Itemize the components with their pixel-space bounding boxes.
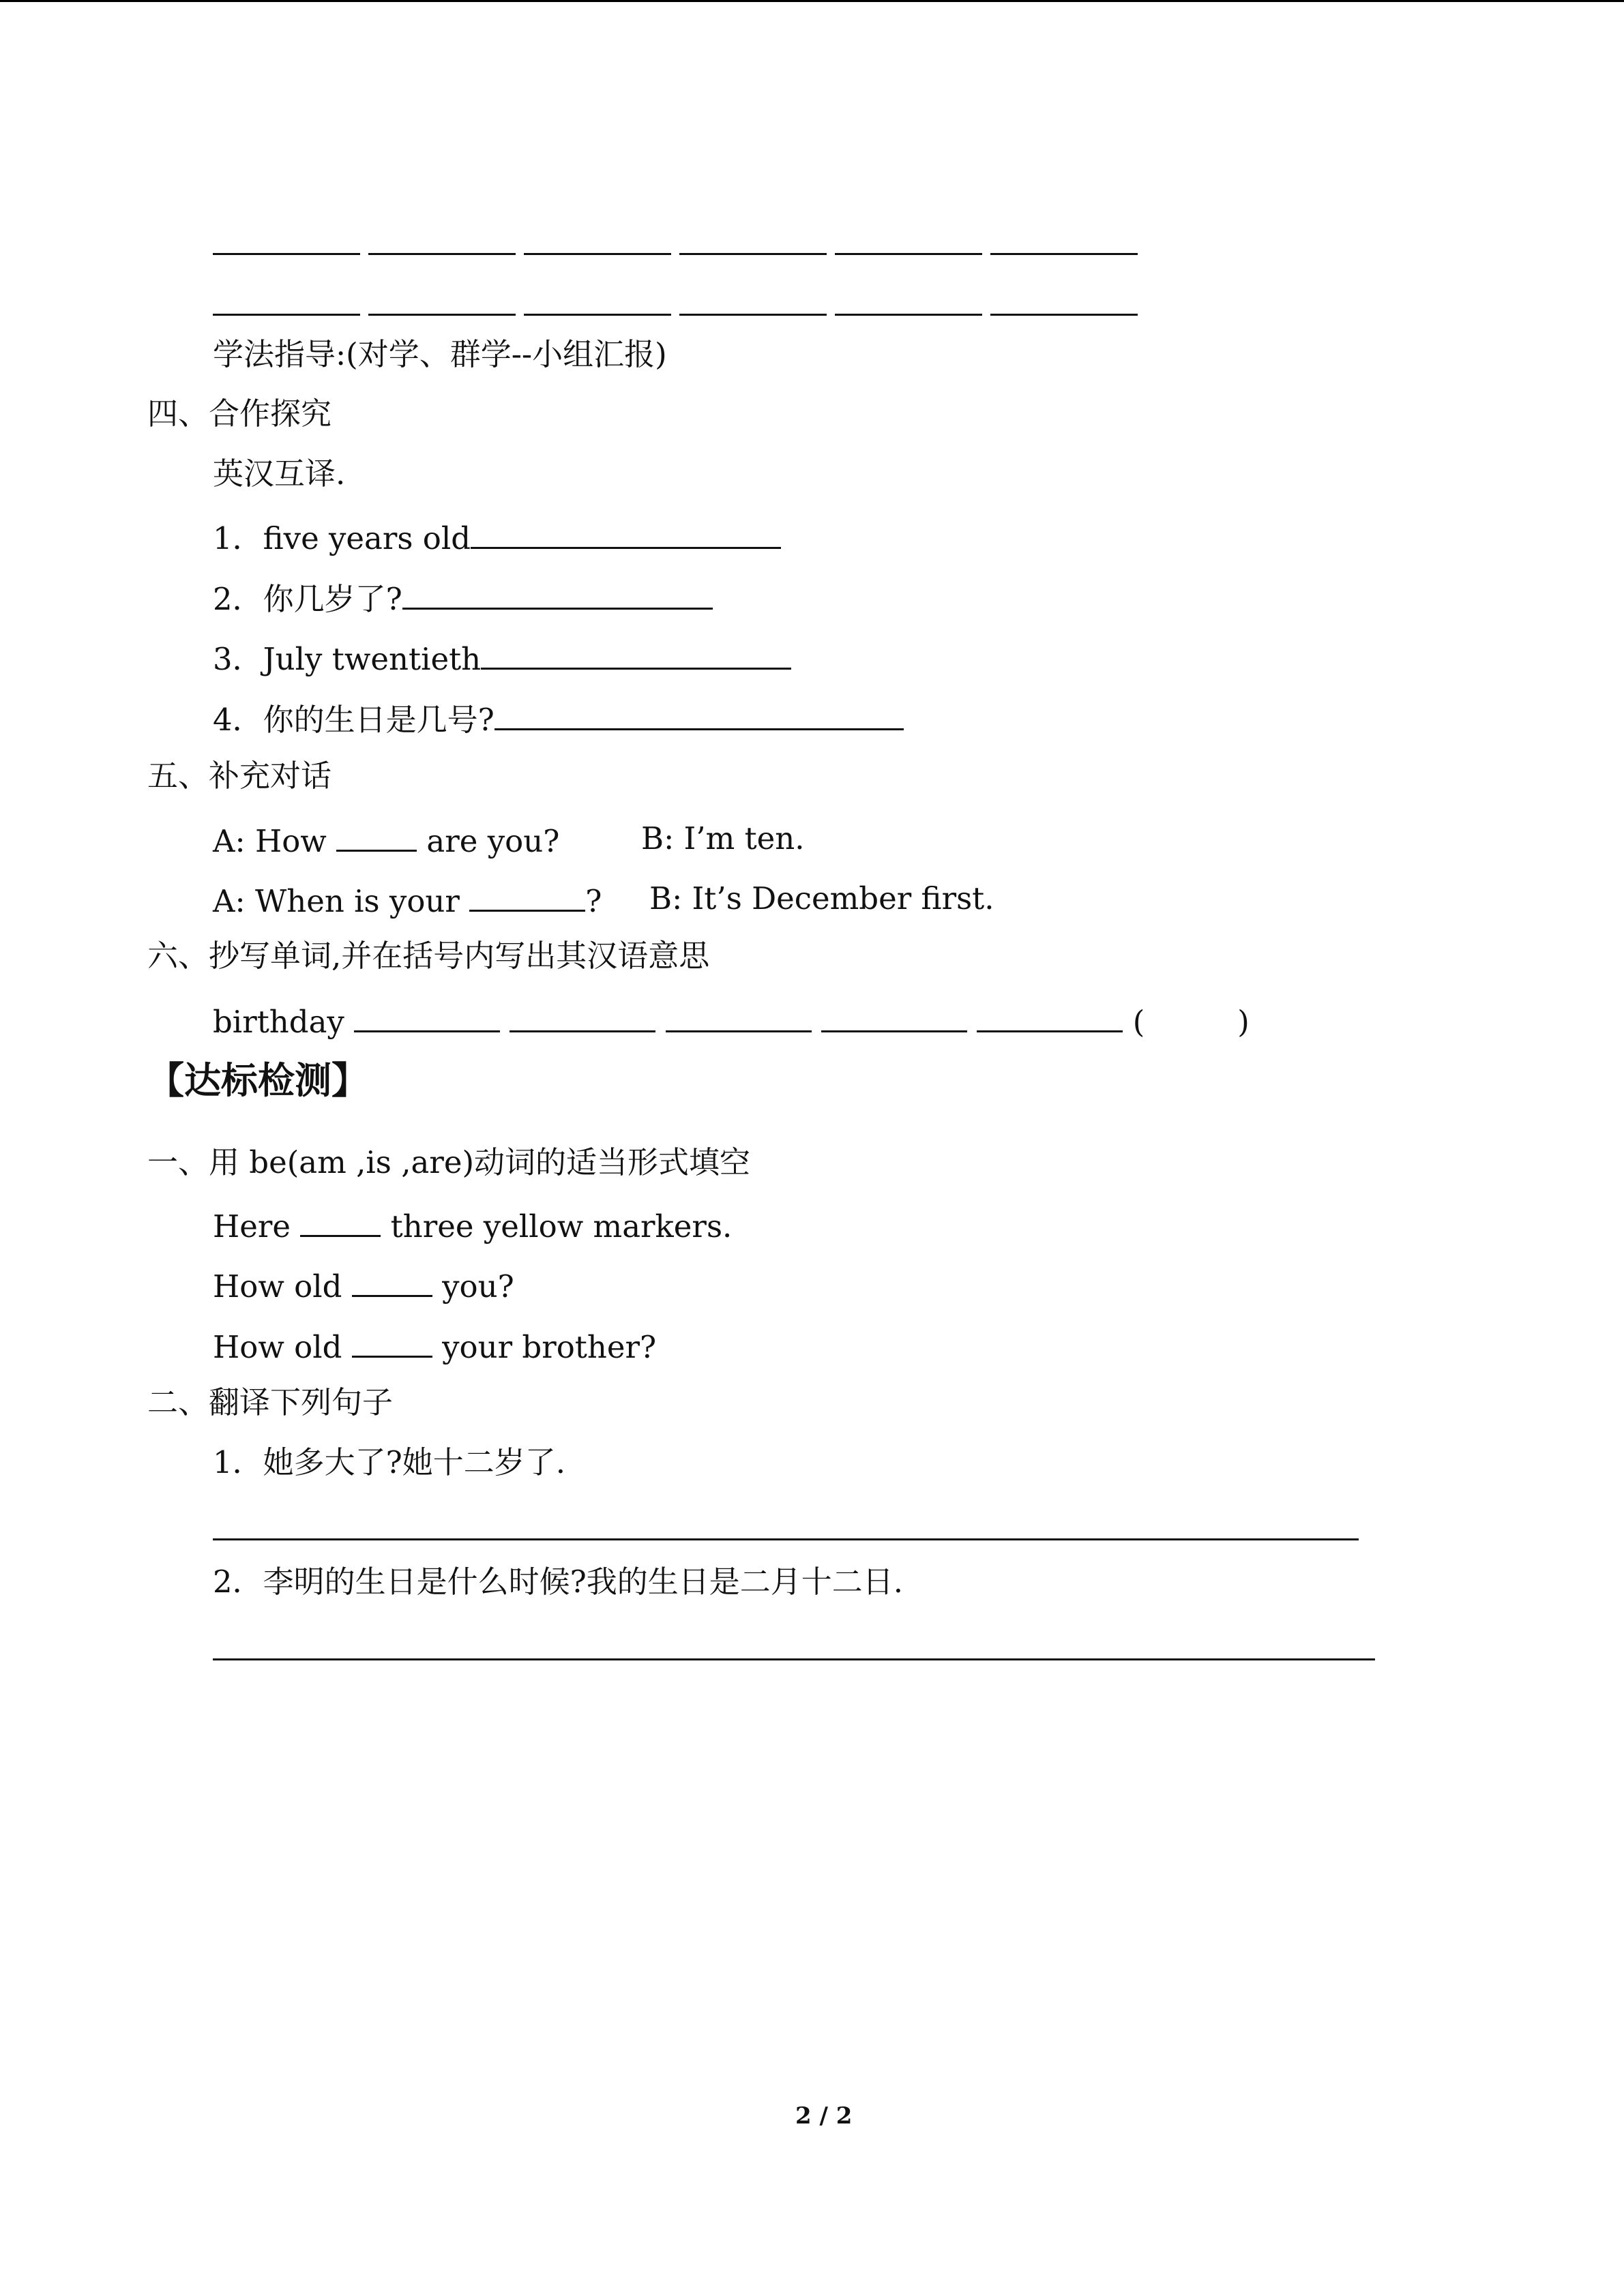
paren-open: ( xyxy=(1132,1004,1145,1040)
fill-3-pre: How old xyxy=(213,1329,352,1365)
translate-item-1-text: 1．five years old xyxy=(213,520,471,556)
fill-item-3 xyxy=(213,1324,656,1368)
dialog-line-1b: B: I’m ten. xyxy=(641,820,805,856)
copy-blank-2[interactable] xyxy=(510,999,655,1032)
fill-blank-1[interactable] xyxy=(300,1204,381,1237)
fill-2-post: you? xyxy=(432,1268,514,1304)
copy-blank-5[interactable] xyxy=(977,999,1123,1032)
mastery-heading: 【达标检测】 xyxy=(147,1058,368,1102)
dialog-line-2a xyxy=(213,878,602,922)
fill-item-2 xyxy=(213,1264,514,1307)
section4-intro: 英汉互译. xyxy=(213,456,346,492)
sentence-answer-line-1[interactable] xyxy=(213,1538,1359,1540)
copy-blank-4[interactable] xyxy=(821,999,967,1032)
fill-blank-3[interactable] xyxy=(352,1324,432,1358)
sentence-answer-line-2[interactable] xyxy=(213,1658,1375,1660)
translate-item-4-text: 4．你的生日是几号? xyxy=(213,702,494,738)
answer-blank-1[interactable] xyxy=(471,516,781,549)
translate-item-3 xyxy=(213,636,791,680)
study-guidance: 学法指导:(对学、群学--小组汇报) xyxy=(213,336,667,372)
section6-title: 六、抄写单词,并在括号内写出其汉语意思 xyxy=(147,938,710,974)
part1-title: 一、用 be(am ,is ,are)动词的适当形式填空 xyxy=(147,1144,751,1180)
copy-blank-3[interactable] xyxy=(666,999,812,1032)
dialog-line-2b: B: It’s December first. xyxy=(649,880,994,916)
fill-1-post: three yellow markers. xyxy=(381,1208,733,1244)
dialog-2a-pre: A: When is your xyxy=(213,883,470,919)
sentence-item-2: 2．李明的生日是什么时候?我的生日是二月十二日. xyxy=(213,1564,904,1600)
translate-item-4 xyxy=(213,697,904,741)
fill-3-post: your brother? xyxy=(432,1329,657,1365)
dialog-1a-pre: A: How xyxy=(213,823,337,859)
page-number: 2 / 2 xyxy=(795,2102,853,2130)
dialog-1a-post: are you? xyxy=(417,823,560,859)
dialog-2a-post: ? xyxy=(585,883,602,919)
paren-close: ) xyxy=(1237,1004,1250,1040)
translate-item-2-text: 2．你几岁了? xyxy=(213,581,402,617)
answer-blank-3[interactable] xyxy=(481,636,791,670)
answer-blank-4[interactable] xyxy=(494,697,904,730)
page-top-border xyxy=(0,0,1624,2)
dialog-blank-2[interactable] xyxy=(469,878,585,912)
fill-2-pre: How old xyxy=(213,1268,352,1304)
section4-title: 四、合作探究 xyxy=(147,396,332,432)
sentence-item-1: 1．她多大了?她十二岁了. xyxy=(213,1444,566,1480)
dialog-line-1a xyxy=(213,818,559,862)
copy-word: birthday xyxy=(213,1004,344,1040)
section5-title: 五、补充对话 xyxy=(147,758,332,794)
fill-1-pre: Here xyxy=(213,1208,301,1244)
fill-item-1 xyxy=(213,1204,732,1247)
copy-blank-1[interactable] xyxy=(354,999,500,1032)
answer-blank-2[interactable] xyxy=(402,576,713,610)
copy-word-line xyxy=(213,999,1250,1043)
translate-item-2 xyxy=(213,576,713,620)
translate-item-1 xyxy=(213,516,781,559)
fill-blank-2[interactable] xyxy=(352,1264,432,1297)
translate-item-3-text: 3．July twentieth xyxy=(213,641,482,677)
part2-title: 二、翻译下列句子 xyxy=(147,1384,394,1420)
dialog-blank-1[interactable] xyxy=(336,818,417,852)
